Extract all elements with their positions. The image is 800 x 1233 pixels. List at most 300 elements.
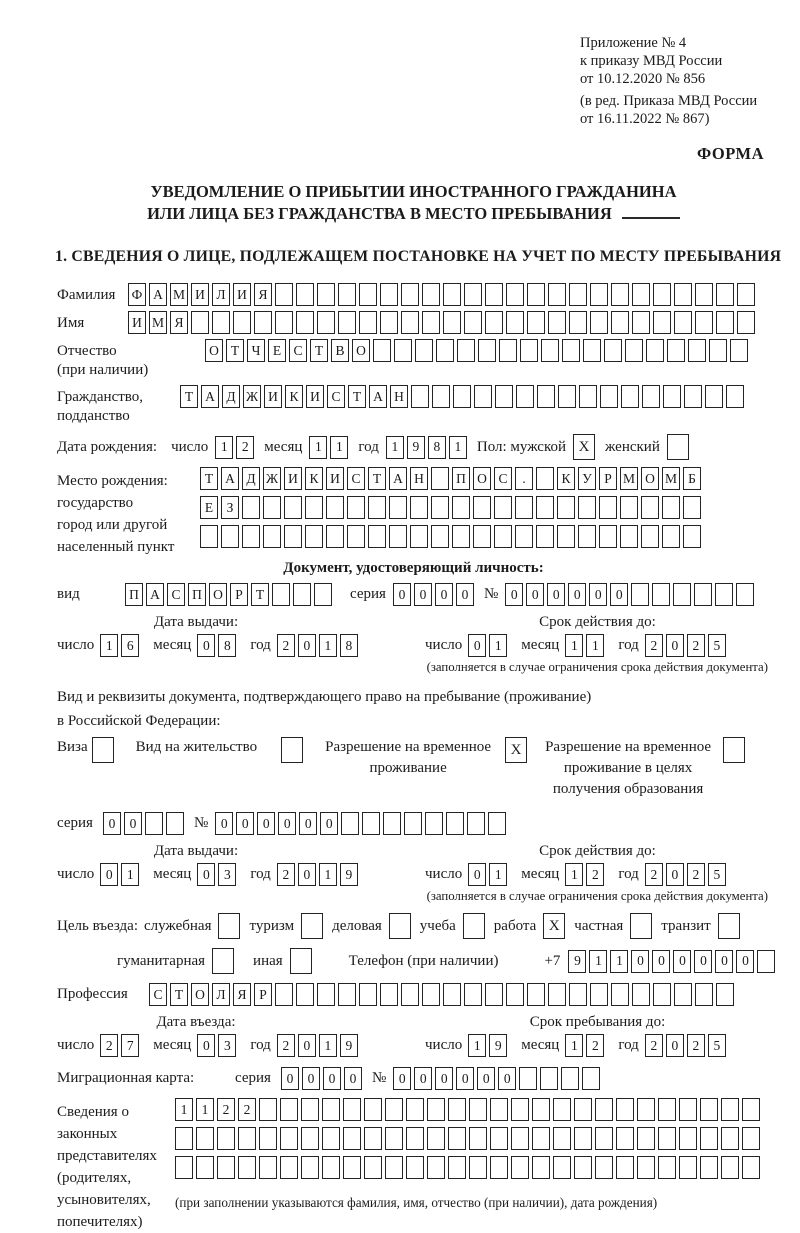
form-cell[interactable] — [582, 1067, 600, 1090]
form-cell[interactable] — [646, 339, 664, 362]
form-cell[interactable] — [464, 311, 482, 334]
form-cell[interactable] — [561, 1067, 579, 1090]
form-cell[interactable]: 0 — [197, 1034, 215, 1057]
form-cell[interactable] — [516, 385, 534, 408]
purpose-official-checkbox[interactable] — [218, 913, 240, 939]
form-cell[interactable]: С — [289, 339, 307, 362]
form-cell[interactable] — [467, 812, 485, 835]
form-cell[interactable] — [667, 339, 685, 362]
purpose-study-checkbox[interactable] — [463, 913, 485, 939]
form-cell[interactable] — [359, 311, 377, 334]
form-cell[interactable] — [259, 1127, 277, 1150]
form-cell[interactable]: 0 — [468, 863, 486, 886]
form-cell[interactable]: 1 — [175, 1098, 193, 1121]
sex-female-checkbox[interactable] — [667, 434, 689, 460]
form-cell[interactable]: 0 — [124, 812, 142, 835]
form-cell[interactable] — [364, 1127, 382, 1150]
form-cell[interactable] — [347, 496, 365, 519]
form-cell[interactable]: 2 — [687, 1034, 705, 1057]
form-cell[interactable]: Т — [226, 339, 244, 362]
form-cell[interactable] — [663, 385, 681, 408]
form-cell[interactable] — [485, 283, 503, 306]
form-cell[interactable] — [296, 283, 314, 306]
form-cell[interactable]: 0 — [498, 1067, 516, 1090]
form-cell[interactable] — [314, 583, 332, 606]
form-cell[interactable]: Я — [233, 983, 251, 1006]
form-cell[interactable] — [674, 283, 692, 306]
form-cell[interactable]: А — [369, 385, 387, 408]
form-cell[interactable] — [532, 1098, 550, 1121]
form-cell[interactable]: О — [352, 339, 370, 362]
form-cell[interactable]: 1 — [330, 436, 348, 459]
form-cell[interactable]: 0 — [100, 863, 118, 886]
form-cell[interactable] — [238, 1156, 256, 1179]
form-cell[interactable] — [540, 1067, 558, 1090]
form-cell[interactable]: 1 — [449, 436, 467, 459]
form-cell[interactable]: И — [284, 467, 302, 490]
form-cell[interactable] — [578, 496, 596, 519]
form-cell[interactable] — [410, 525, 428, 548]
form-cell[interactable]: 0 — [568, 583, 586, 606]
form-cell[interactable] — [443, 283, 461, 306]
form-cell[interactable] — [431, 525, 449, 548]
form-cell[interactable] — [709, 339, 727, 362]
form-cell[interactable]: А — [149, 283, 167, 306]
form-cell[interactable] — [411, 385, 429, 408]
form-cell[interactable] — [368, 496, 386, 519]
form-cell[interactable] — [611, 311, 629, 334]
form-cell[interactable] — [737, 283, 755, 306]
temp-residence-checkbox[interactable]: X — [505, 737, 527, 763]
form-cell[interactable] — [259, 1098, 277, 1121]
form-cell[interactable]: О — [205, 339, 223, 362]
form-cell[interactable] — [425, 812, 443, 835]
form-cell[interactable] — [364, 1098, 382, 1121]
form-cell[interactable] — [553, 1156, 571, 1179]
form-cell[interactable]: 0 — [666, 863, 684, 886]
form-cell[interactable] — [683, 525, 701, 548]
form-cell[interactable] — [341, 812, 359, 835]
form-cell[interactable] — [221, 525, 239, 548]
form-cell[interactable] — [632, 311, 650, 334]
form-cell[interactable] — [432, 385, 450, 408]
form-cell[interactable]: З — [221, 496, 239, 519]
purpose-humanitarian-checkbox[interactable] — [212, 948, 234, 974]
form-cell[interactable] — [578, 525, 596, 548]
form-cell[interactable] — [293, 583, 311, 606]
form-cell[interactable] — [263, 525, 281, 548]
form-cell[interactable]: У — [578, 467, 596, 490]
form-cell[interactable] — [519, 1067, 537, 1090]
form-cell[interactable] — [527, 283, 545, 306]
form-cell[interactable] — [637, 1127, 655, 1150]
form-cell[interactable]: 0 — [298, 863, 316, 886]
form-cell[interactable] — [579, 385, 597, 408]
form-cell[interactable]: 6 — [121, 634, 139, 657]
form-cell[interactable] — [338, 311, 356, 334]
form-cell[interactable] — [385, 1156, 403, 1179]
form-cell[interactable] — [373, 339, 391, 362]
form-cell[interactable] — [410, 496, 428, 519]
form-cell[interactable] — [694, 583, 712, 606]
form-cell[interactable] — [757, 950, 775, 973]
form-cell[interactable] — [569, 311, 587, 334]
form-cell[interactable]: 2 — [100, 1034, 118, 1057]
form-cell[interactable] — [527, 311, 545, 334]
form-cell[interactable] — [515, 525, 533, 548]
form-cell[interactable]: К — [305, 467, 323, 490]
form-cell[interactable]: Т — [310, 339, 328, 362]
form-cell[interactable] — [452, 525, 470, 548]
form-cell[interactable] — [446, 812, 464, 835]
form-cell[interactable] — [506, 311, 524, 334]
form-cell[interactable]: 2 — [645, 863, 663, 886]
form-cell[interactable]: 0 — [694, 950, 712, 973]
form-cell[interactable]: К — [557, 467, 575, 490]
form-cell[interactable] — [490, 1127, 508, 1150]
form-cell[interactable] — [637, 1156, 655, 1179]
form-cell[interactable] — [145, 812, 163, 835]
form-cell[interactable] — [443, 311, 461, 334]
form-cell[interactable] — [625, 339, 643, 362]
form-cell[interactable]: 0 — [197, 634, 215, 657]
form-cell[interactable] — [642, 385, 660, 408]
form-cell[interactable] — [368, 525, 386, 548]
form-cell[interactable] — [506, 283, 524, 306]
sex-male-checkbox[interactable]: X — [573, 434, 595, 460]
form-cell[interactable] — [317, 983, 335, 1006]
form-cell[interactable] — [716, 283, 734, 306]
form-cell[interactable] — [658, 1098, 676, 1121]
form-cell[interactable] — [653, 311, 671, 334]
form-cell[interactable]: 5 — [708, 634, 726, 657]
form-cell[interactable]: 0 — [456, 1067, 474, 1090]
form-cell[interactable] — [431, 496, 449, 519]
form-cell[interactable] — [326, 525, 344, 548]
form-cell[interactable] — [301, 1098, 319, 1121]
form-cell[interactable] — [389, 525, 407, 548]
form-cell[interactable] — [532, 1156, 550, 1179]
form-cell[interactable] — [275, 983, 293, 1006]
form-cell[interactable]: 0 — [526, 583, 544, 606]
form-cell[interactable]: Т — [251, 583, 269, 606]
form-cell[interactable] — [726, 385, 744, 408]
form-cell[interactable]: 0 — [505, 583, 523, 606]
form-cell[interactable] — [473, 525, 491, 548]
form-cell[interactable]: 1 — [215, 436, 233, 459]
form-cell[interactable]: 0 — [393, 583, 411, 606]
form-cell[interactable] — [474, 385, 492, 408]
form-cell[interactable] — [233, 311, 251, 334]
form-cell[interactable]: А — [221, 467, 239, 490]
form-cell[interactable]: П — [452, 467, 470, 490]
form-cell[interactable] — [730, 339, 748, 362]
form-cell[interactable]: 0 — [435, 1067, 453, 1090]
residence-permit-checkbox[interactable] — [281, 737, 303, 763]
form-cell[interactable] — [683, 496, 701, 519]
form-cell[interactable]: 0 — [435, 583, 453, 606]
form-cell[interactable]: 1 — [589, 950, 607, 973]
visa-checkbox[interactable] — [92, 737, 114, 763]
form-cell[interactable] — [191, 311, 209, 334]
form-cell[interactable]: 0 — [197, 863, 215, 886]
form-cell[interactable] — [695, 983, 713, 1006]
form-cell[interactable]: 2 — [687, 863, 705, 886]
form-cell[interactable] — [259, 1156, 277, 1179]
form-cell[interactable]: 0 — [736, 950, 754, 973]
form-cell[interactable]: С — [167, 583, 185, 606]
form-cell[interactable] — [443, 983, 461, 1006]
form-cell[interactable] — [175, 1127, 193, 1150]
form-cell[interactable] — [658, 1156, 676, 1179]
form-cell[interactable] — [637, 1098, 655, 1121]
form-cell[interactable]: И — [264, 385, 282, 408]
form-cell[interactable]: Ж — [263, 467, 281, 490]
form-cell[interactable]: 2 — [238, 1098, 256, 1121]
form-cell[interactable] — [380, 283, 398, 306]
form-cell[interactable]: М — [620, 467, 638, 490]
form-cell[interactable]: И — [326, 467, 344, 490]
form-cell[interactable]: 0 — [673, 950, 691, 973]
form-cell[interactable]: М — [662, 467, 680, 490]
form-cell[interactable]: 0 — [666, 1034, 684, 1057]
form-cell[interactable] — [574, 1127, 592, 1150]
form-cell[interactable] — [611, 283, 629, 306]
form-cell[interactable] — [217, 1156, 235, 1179]
form-cell[interactable]: Д — [222, 385, 240, 408]
form-cell[interactable] — [641, 525, 659, 548]
form-cell[interactable] — [511, 1098, 529, 1121]
form-cell[interactable]: Я — [170, 311, 188, 334]
form-cell[interactable] — [742, 1098, 760, 1121]
form-cell[interactable] — [469, 1156, 487, 1179]
form-cell[interactable] — [621, 385, 639, 408]
form-cell[interactable] — [473, 496, 491, 519]
form-cell[interactable] — [464, 283, 482, 306]
form-cell[interactable] — [595, 1127, 613, 1150]
form-cell[interactable] — [557, 496, 575, 519]
form-cell[interactable] — [401, 983, 419, 1006]
form-cell[interactable]: О — [473, 467, 491, 490]
form-cell[interactable]: 1 — [565, 634, 583, 657]
form-cell[interactable]: К — [285, 385, 303, 408]
form-cell[interactable]: 2 — [236, 436, 254, 459]
form-cell[interactable] — [604, 339, 622, 362]
form-cell[interactable] — [506, 983, 524, 1006]
form-cell[interactable] — [280, 1098, 298, 1121]
form-cell[interactable]: Р — [230, 583, 248, 606]
form-cell[interactable] — [574, 1156, 592, 1179]
form-cell[interactable] — [742, 1127, 760, 1150]
form-cell[interactable]: 1 — [196, 1098, 214, 1121]
form-cell[interactable] — [631, 583, 649, 606]
purpose-other-checkbox[interactable] — [290, 948, 312, 974]
form-cell[interactable] — [595, 1156, 613, 1179]
form-cell[interactable] — [448, 1156, 466, 1179]
form-cell[interactable]: О — [191, 983, 209, 1006]
form-cell[interactable] — [457, 339, 475, 362]
form-cell[interactable] — [490, 1156, 508, 1179]
form-cell[interactable]: 0 — [547, 583, 565, 606]
form-cell[interactable] — [653, 283, 671, 306]
form-cell[interactable]: И — [306, 385, 324, 408]
form-cell[interactable]: 2 — [277, 1034, 295, 1057]
form-cell[interactable] — [478, 339, 496, 362]
form-cell[interactable] — [338, 283, 356, 306]
form-cell[interactable]: 5 — [708, 863, 726, 886]
form-cell[interactable]: 0 — [715, 950, 733, 973]
form-cell[interactable] — [569, 983, 587, 1006]
form-cell[interactable] — [679, 1098, 697, 1121]
form-cell[interactable]: А — [389, 467, 407, 490]
form-cell[interactable] — [401, 283, 419, 306]
form-cell[interactable]: 0 — [278, 812, 296, 835]
form-cell[interactable] — [404, 812, 422, 835]
form-cell[interactable] — [364, 1156, 382, 1179]
form-cell[interactable] — [452, 496, 470, 519]
form-cell[interactable] — [272, 583, 290, 606]
form-cell[interactable] — [652, 583, 670, 606]
form-cell[interactable] — [343, 1156, 361, 1179]
form-cell[interactable]: Н — [390, 385, 408, 408]
form-cell[interactable]: 0 — [344, 1067, 362, 1090]
form-cell[interactable] — [301, 1156, 319, 1179]
form-cell[interactable] — [716, 311, 734, 334]
form-cell[interactable]: 0 — [323, 1067, 341, 1090]
form-cell[interactable]: М — [170, 283, 188, 306]
form-cell[interactable] — [583, 339, 601, 362]
form-cell[interactable] — [427, 1156, 445, 1179]
form-cell[interactable] — [275, 283, 293, 306]
form-cell[interactable] — [527, 983, 545, 1006]
form-cell[interactable]: Т — [368, 467, 386, 490]
purpose-business-checkbox[interactable] — [389, 913, 411, 939]
form-cell[interactable] — [679, 1127, 697, 1150]
form-cell[interactable] — [658, 1127, 676, 1150]
form-cell[interactable] — [616, 1098, 634, 1121]
form-cell[interactable]: Ж — [243, 385, 261, 408]
form-cell[interactable]: С — [327, 385, 345, 408]
form-cell[interactable] — [217, 1127, 235, 1150]
form-cell[interactable] — [520, 339, 538, 362]
form-cell[interactable] — [322, 1127, 340, 1150]
form-cell[interactable]: 0 — [393, 1067, 411, 1090]
form-cell[interactable]: 2 — [645, 634, 663, 657]
form-cell[interactable]: Ф — [128, 283, 146, 306]
form-cell[interactable] — [242, 496, 260, 519]
form-cell[interactable] — [674, 983, 692, 1006]
form-cell[interactable] — [448, 1127, 466, 1150]
form-cell[interactable] — [742, 1156, 760, 1179]
form-cell[interactable] — [254, 311, 272, 334]
form-cell[interactable] — [275, 311, 293, 334]
form-cell[interactable] — [511, 1127, 529, 1150]
form-cell[interactable] — [453, 385, 471, 408]
form-cell[interactable]: 1 — [319, 634, 337, 657]
form-cell[interactable] — [569, 283, 587, 306]
form-cell[interactable]: 1 — [319, 1034, 337, 1057]
form-cell[interactable] — [380, 983, 398, 1006]
form-cell[interactable] — [695, 311, 713, 334]
form-cell[interactable]: И — [128, 311, 146, 334]
form-cell[interactable] — [600, 385, 618, 408]
form-cell[interactable] — [284, 525, 302, 548]
form-cell[interactable] — [695, 283, 713, 306]
form-cell[interactable]: 2 — [277, 634, 295, 657]
purpose-transit-checkbox[interactable] — [718, 913, 740, 939]
form-cell[interactable]: И — [233, 283, 251, 306]
form-cell[interactable]: Р — [254, 983, 272, 1006]
form-cell[interactable]: 1 — [121, 863, 139, 886]
form-cell[interactable] — [485, 311, 503, 334]
form-cell[interactable] — [674, 311, 692, 334]
form-cell[interactable] — [494, 525, 512, 548]
form-cell[interactable]: 0 — [299, 812, 317, 835]
form-cell[interactable] — [383, 812, 401, 835]
form-cell[interactable]: 1 — [319, 863, 337, 886]
form-cell[interactable] — [263, 496, 281, 519]
form-cell[interactable] — [737, 311, 755, 334]
form-cell[interactable] — [394, 339, 412, 362]
form-cell[interactable] — [499, 339, 517, 362]
form-cell[interactable] — [553, 1098, 571, 1121]
form-cell[interactable]: 0 — [281, 1067, 299, 1090]
form-cell[interactable]: 0 — [456, 583, 474, 606]
form-cell[interactable] — [175, 1156, 193, 1179]
form-cell[interactable]: О — [641, 467, 659, 490]
form-cell[interactable]: А — [201, 385, 219, 408]
form-cell[interactable] — [242, 525, 260, 548]
form-cell[interactable] — [431, 467, 449, 490]
form-cell[interactable] — [301, 1127, 319, 1150]
form-cell[interactable]: 1 — [468, 1034, 486, 1057]
form-cell[interactable] — [673, 583, 691, 606]
form-cell[interactable] — [415, 339, 433, 362]
form-cell[interactable] — [322, 1156, 340, 1179]
form-cell[interactable]: 9 — [340, 863, 358, 886]
form-cell[interactable] — [599, 496, 617, 519]
form-cell[interactable]: Е — [268, 339, 286, 362]
form-cell[interactable] — [688, 339, 706, 362]
form-cell[interactable]: 1 — [565, 863, 583, 886]
form-cell[interactable] — [284, 496, 302, 519]
form-cell[interactable]: 8 — [218, 634, 236, 657]
purpose-tourism-checkbox[interactable] — [301, 913, 323, 939]
form-cell[interactable]: 1 — [610, 950, 628, 973]
form-cell[interactable]: 0 — [477, 1067, 495, 1090]
form-cell[interactable]: 3 — [218, 1034, 236, 1057]
form-cell[interactable] — [343, 1098, 361, 1121]
form-cell[interactable] — [389, 496, 407, 519]
form-cell[interactable]: 5 — [708, 1034, 726, 1057]
form-cell[interactable]: 0 — [298, 634, 316, 657]
form-cell[interactable] — [380, 311, 398, 334]
form-cell[interactable] — [679, 1156, 697, 1179]
form-cell[interactable]: М — [149, 311, 167, 334]
form-cell[interactable] — [317, 311, 335, 334]
form-cell[interactable]: Я — [254, 283, 272, 306]
form-cell[interactable] — [359, 283, 377, 306]
form-cell[interactable] — [562, 339, 580, 362]
form-cell[interactable] — [296, 311, 314, 334]
form-cell[interactable] — [536, 467, 554, 490]
form-cell[interactable] — [558, 385, 576, 408]
form-cell[interactable] — [721, 1127, 739, 1150]
form-cell[interactable] — [511, 1156, 529, 1179]
form-cell[interactable]: 2 — [217, 1098, 235, 1121]
form-cell[interactable] — [599, 525, 617, 548]
purpose-private-checkbox[interactable] — [630, 913, 652, 939]
